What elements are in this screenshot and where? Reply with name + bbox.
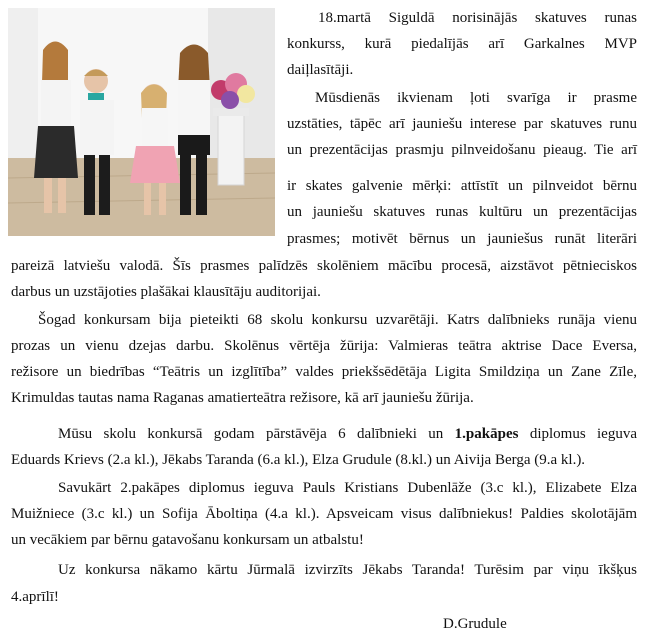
p1-line3: daiļlasītāji. bbox=[287, 62, 354, 78]
p2-line1: Mūsdienās ikvienam ļoti svarīga ir prasme bbox=[315, 90, 637, 106]
p4-line1-before: Mūsu skolu konkursā godam pārstāvēja 6 dalībnieki un bbox=[58, 426, 455, 442]
p2-line7: pareizā latviešu valodā. Šīs prasmes palīdzēs skolēniem mācību procesā, aizstāvot pētnieciskos bbox=[11, 258, 637, 274]
p5-line1: Savukārt 2.pakāpes diplomus ieguva Pauls Kristians Dubenlāže (3.c kl.), Elizabete Elza bbox=[58, 480, 637, 496]
p2-line5: un jauniešu skatuves runas kultūru un prezentācijas bbox=[287, 204, 637, 220]
article-photo bbox=[8, 8, 275, 236]
p4-line2: Eduards Krievs (2.a kl.), Jēkabs Taranda (6.a kl.), Elza Grudule (8.kl.) un Aivija Berga (9.a kl.). bbox=[11, 452, 586, 468]
p4-line1-after: diplomus ieguva bbox=[518, 426, 637, 442]
p3-line1: Šogad konkursam bija pieteikti 68 skolu konkursu uzvarētāji. Katrs dalībnieks runāja vienu bbox=[38, 312, 637, 328]
p1-line1: 18.martā Siguldā norisinājās skatuves runas bbox=[318, 10, 637, 26]
signature: D.Grudule bbox=[443, 616, 507, 632]
p2-line4: ir skates galvenie mērķi: attīstīt un pilnveidot bērnu bbox=[287, 178, 637, 194]
p2-line3: un prezentācijas prasmju pilnveidošanu pieaug. Tie arī bbox=[287, 142, 637, 158]
p3-line3: režisore un biedrības “Teātris un izglītība” valdes priekšsēdētāja Ligita Smildziņa un Zane Zīle, bbox=[11, 364, 637, 380]
p6-line1: Uz konkursa nākamo kārtu Jūrmalā izvirzīts Jēkabs Taranda! Turēsim par viņu īkšķus bbox=[58, 562, 637, 578]
p4-line1 bbox=[58, 426, 637, 443]
p6-line2: 4.aprīlī! bbox=[11, 589, 59, 605]
p3-line2: prozas un vienu dzejas darbu. Skolēnus vērtēja žūrija: Valmieras teātra aktrise Dace Eversa, bbox=[11, 338, 637, 354]
p5-line3: un vecākiem par bērnu gatavošanu konkursam un atbalstu! bbox=[11, 532, 364, 548]
p1-line2: konkurss, kurā piedalījās arī Garkalnes MVP bbox=[287, 36, 637, 52]
p2-line2: uzstāties, tāpēc arī jauniešu interese par skatuves runu bbox=[287, 116, 637, 132]
photo-of-four-students-icon bbox=[8, 8, 275, 236]
p3-line4: Krimuldas tautas nama Raganas amatierteātra režisore, kā arī jauniešu žūrija. bbox=[11, 390, 474, 406]
p4-line1-bold: 1.pakāpes bbox=[454, 426, 519, 442]
p2-line6: prasmes; motivēt bērnus un jauniešus runāt literāri bbox=[287, 231, 637, 247]
p5-line2: Muižniece (3.c kl.) un Sofija Āboltiņa (4.a kl.). Apsveicam visus dalībniekus! Paldies skolotājām bbox=[11, 506, 637, 522]
p2-line8: darbus un uzstājoties plašākai klausītāju auditorijai. bbox=[11, 284, 321, 300]
